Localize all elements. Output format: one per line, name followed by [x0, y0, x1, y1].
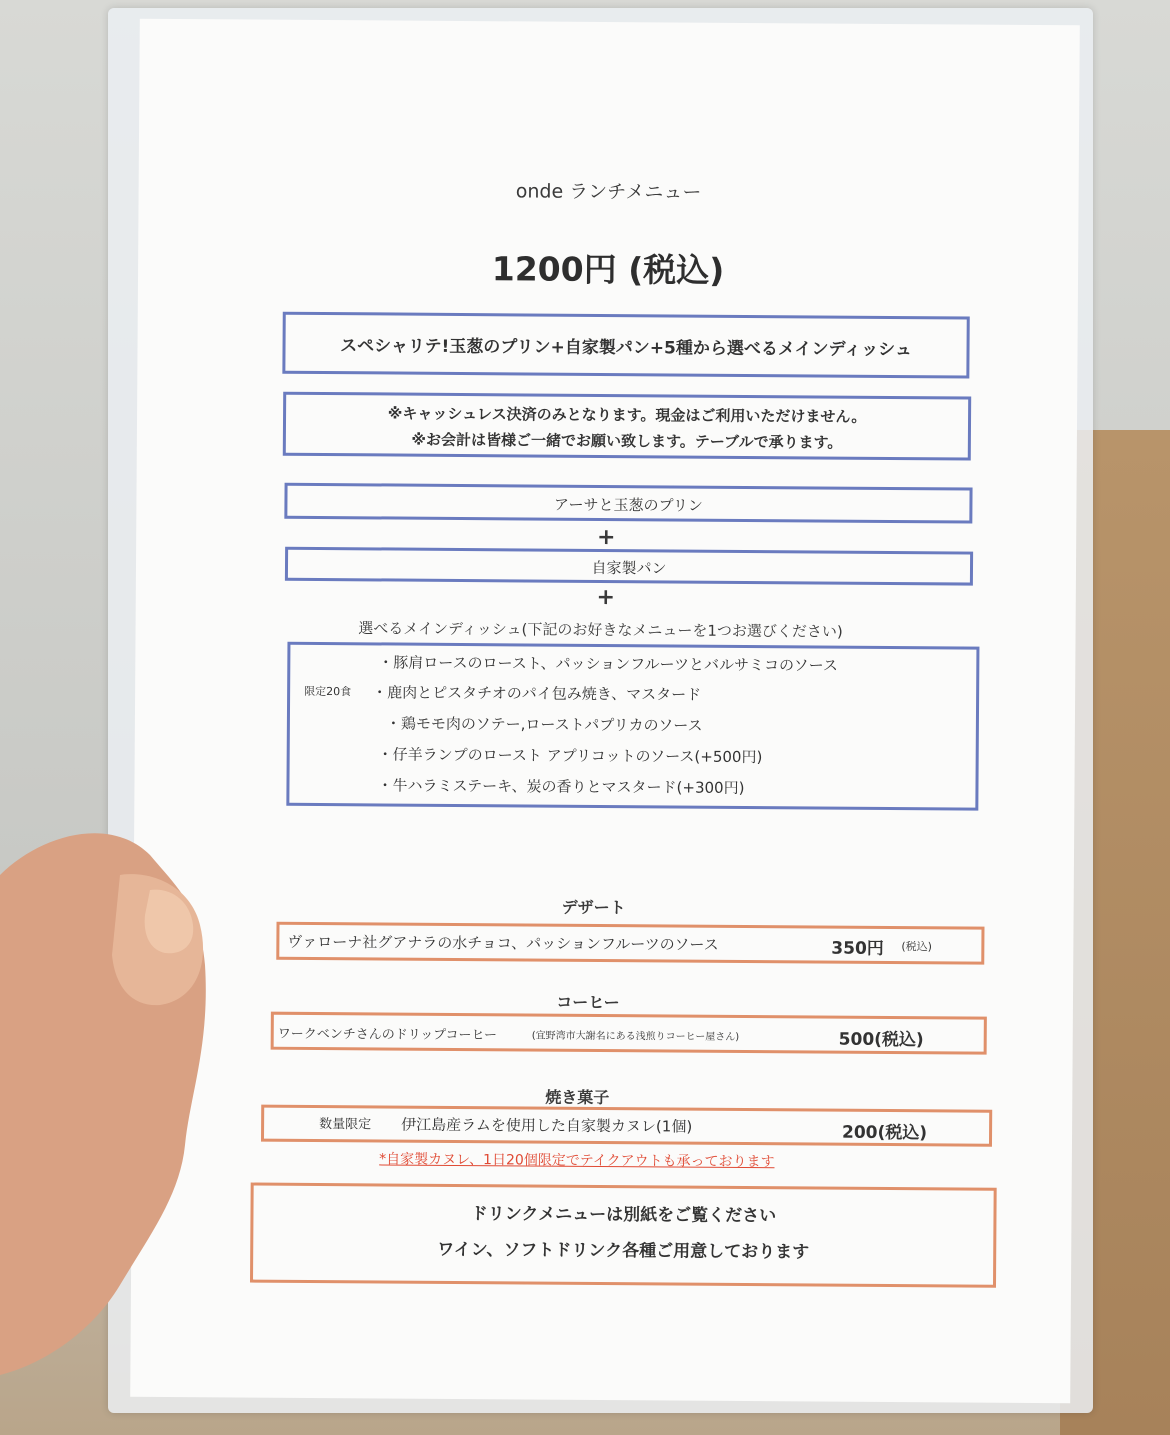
menu-title: onde ランチメニュー [515, 180, 702, 204]
payment-notice-box [283, 392, 971, 461]
lunch-price: 1200円 (税込) [491, 249, 725, 290]
baked-price: 200(税込) [841, 1122, 928, 1144]
main-dish-heading: 選べるメインディッシュ(下記のお好きなメニューを1つお選びください) [358, 619, 843, 641]
specialite-box [282, 312, 969, 379]
coffee-box [271, 1012, 987, 1055]
main-dish-3: ・鶏モモ肉のソテー,ローストパプリカのソース [385, 714, 703, 735]
specialite-text: スペシャリテ!玉葱のプリン+自家製パン+5種から選べるメインディッシュ [340, 336, 912, 361]
course-1-box [284, 483, 972, 524]
drink-line-1: ドリンクメニューは別紙をご覧ください [470, 1204, 777, 1227]
baked-box [261, 1105, 992, 1147]
drink-notice-box [250, 1183, 997, 1288]
main-dish-5: ・牛ハラミステーキ、炭の香りとマスタード(+300円) [377, 776, 745, 797]
course-2: 自家製パン [591, 558, 667, 578]
dessert-tax: (税込) [901, 940, 933, 954]
limited-quantity-label: 数量限定 [319, 1117, 372, 1133]
takeout-note: *自家製カヌレ、1日20個限定でテイクアウトも承っております [379, 1151, 775, 1171]
course-1: アーサと玉葱のプリン [553, 495, 703, 515]
drink-line-2: ワイン、ソフトドリンク各種ご用意しております [437, 1239, 810, 1263]
coffee-item: ワークベンチさんのドリップコーヒー [277, 1026, 498, 1044]
coffee-heading: コーヒー [556, 992, 620, 1013]
notice-cashless: ※キャッシュレス決済のみとなります。現金はご利用いただけません。 [387, 404, 867, 426]
plus-2: + [596, 584, 616, 611]
dessert-box [276, 922, 984, 965]
dessert-heading: デザート [561, 897, 626, 918]
baked-item: 伊江島産ラムを使用した自家製カヌレ(1個) [401, 1115, 693, 1136]
coffee-price: 500(税込) [838, 1029, 924, 1051]
dessert-price: 350円 [831, 938, 884, 959]
notice-bill: ※お会計は皆様ご一緒でお願い致します。テーブルで承ります。 [411, 430, 843, 452]
menu-sheet [130, 19, 1080, 1404]
coffee-note: (宜野湾市大謝名にある浅煎りコーヒー屋さん) [531, 1030, 740, 1043]
course-2-box [285, 547, 973, 586]
baked-heading: 焼き菓子 [545, 1087, 610, 1108]
limited-20-label: 限定20食 [304, 684, 352, 699]
dessert-item: ヴァローナ社グアナラの水チョコ、パッションフルーツのソース [287, 932, 719, 954]
main-dish-4: ・仔羊ランプのロースト アプリコットのソース(+500円) [377, 745, 763, 767]
holding-hand [0, 815, 210, 1375]
main-dish-2: ・鹿肉とピスタチオのパイ包み焼き、マスタード [372, 683, 702, 704]
main-dish-box [286, 642, 979, 811]
main-dish-1: ・豚肩ロースのロースト、パッションフルーツとバルサミコのソース [378, 653, 838, 675]
plus-1: + [596, 524, 616, 551]
